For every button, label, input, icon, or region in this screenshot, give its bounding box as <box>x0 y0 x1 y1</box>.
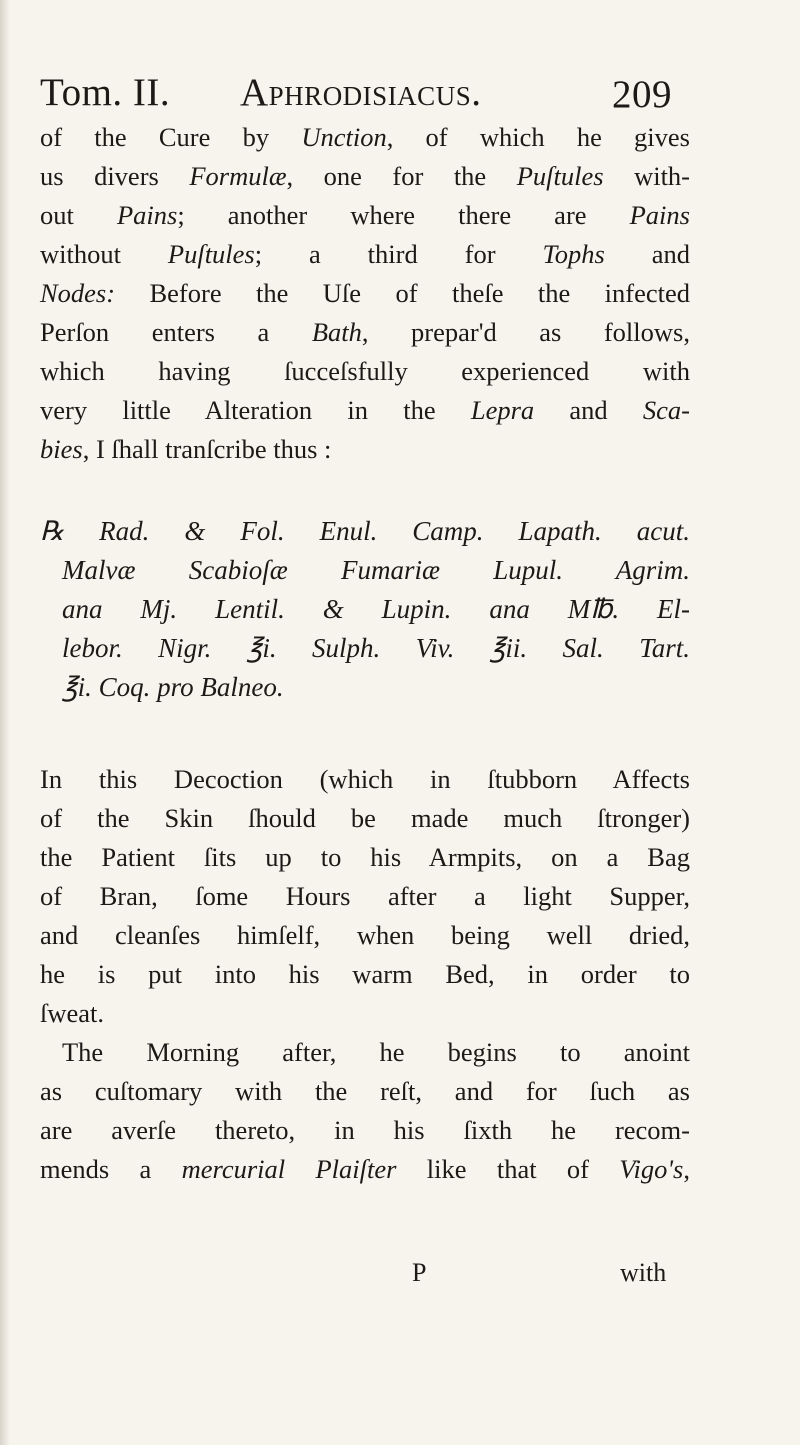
italic-segment: bies <box>40 434 83 464</box>
italic-segment: mercurial Plaiſter <box>181 1154 397 1184</box>
text-segment: very little Alteration in the <box>40 395 471 425</box>
italic-segment: Formulæ <box>189 161 287 191</box>
text-line: In this Decoction (which in ſtubborn Affects <box>40 764 690 794</box>
text-segment: , prepar'd as follows, <box>361 317 690 347</box>
text-line: he is put into his warm Bed, in order to <box>40 959 690 989</box>
text-line: of Bran, ſome Hours after a light Supper, <box>40 881 690 911</box>
italic-segment: Nodes: <box>40 278 116 308</box>
text-segment: , one for the <box>286 161 517 191</box>
text-segment: mends a <box>40 1154 182 1184</box>
text-segment: which having ſucceſsfully experienced with <box>40 356 690 386</box>
paragraph-decoction <box>40 760 690 1033</box>
text-segment: as cuſtomary with the reſt, and for ſuch as <box>40 1076 690 1106</box>
text-line <box>40 391 690 430</box>
text-line <box>40 1033 690 1072</box>
text-segment: like that of <box>396 1154 620 1184</box>
text-line: ſweat. <box>40 998 105 1028</box>
text-segment: us divers <box>40 161 190 191</box>
paragraph-unction <box>40 118 690 469</box>
italic-segment: Vigo's <box>619 1154 684 1184</box>
text-line <box>40 1150 690 1189</box>
text-segment: are averſe thereto, in his ſixth he recom- <box>40 1115 690 1145</box>
recipe-line: ℥i. Coq. pro Balneo. <box>62 672 284 702</box>
italic-segment: Bath <box>311 317 362 347</box>
text-line <box>40 196 690 235</box>
text-line <box>40 313 690 352</box>
recipe-line: ana Mj. Lentil. & Lupin. ana M℔. El- <box>62 594 690 624</box>
paragraph-morning <box>40 1033 690 1189</box>
text-line <box>40 157 690 196</box>
text-segment: Perſon enters a <box>40 317 312 347</box>
recipe-line: Malvæ Scabioſæ Fumariæ Lupul. Agrim. <box>62 555 690 585</box>
italic-segment: Puſtules <box>167 239 255 269</box>
italic-segment: Tophs <box>542 239 605 269</box>
italic-segment: Unction <box>301 122 387 152</box>
text-segment: out <box>40 200 117 230</box>
text-segment: The Morning after, he begins to anoint <box>62 1037 690 1067</box>
italic-segment: Pains <box>116 200 178 230</box>
catchword: with <box>620 1258 667 1287</box>
text-segment: , <box>683 1154 690 1184</box>
text-segment: and <box>534 395 643 425</box>
text-segment: , of which he gives <box>386 122 690 152</box>
recipe-block <box>40 512 690 707</box>
page-number: 209 <box>612 73 672 116</box>
italic-segment: Puſtules <box>516 161 604 191</box>
text-segment: of the Cure by <box>40 122 302 152</box>
text-segment: , I ſhall tranſcribe thus : <box>82 434 332 464</box>
italic-segment: Lepra <box>470 395 535 425</box>
text-segment: ; a third for <box>254 239 543 269</box>
text-segment: without <box>40 239 168 269</box>
signature-mark: P <box>412 1258 427 1287</box>
text-segment: Before the Uſe of theſe the infected <box>115 278 690 308</box>
running-header <box>40 70 680 120</box>
text-segment: with- <box>603 161 691 191</box>
text-segment: ; another where there are <box>177 200 630 230</box>
text-line <box>40 352 690 391</box>
italic-segment: Sca- <box>642 395 690 425</box>
text-line <box>40 235 690 274</box>
text-line: the Patient ſits up to his Armpits, on a Bag <box>40 842 690 872</box>
text-line: and cleanſes himſelf, when being well dried, <box>40 920 690 950</box>
text-line <box>40 1072 690 1111</box>
recipe-line: lebor. Nigr. ℥i. Sulph. Viv. ℥ii. Sal. Tart. <box>62 633 690 663</box>
recipe-line: ℞ Rad. & Fol. Enul. Camp. Lapath. acut. <box>40 516 690 546</box>
volume-label: Tom. II. <box>40 71 171 114</box>
text-segment: and <box>604 239 690 269</box>
text-line <box>40 274 690 313</box>
page-gutter-shadow <box>0 0 10 1445</box>
running-title: Aphrodisiacus. <box>240 71 482 114</box>
text-line <box>40 118 690 157</box>
text-line <box>40 430 690 469</box>
text-line <box>40 1111 690 1150</box>
text-line: of the Skin ſhould be made much ſtronger) <box>40 803 690 833</box>
italic-segment: Pains <box>629 200 690 230</box>
